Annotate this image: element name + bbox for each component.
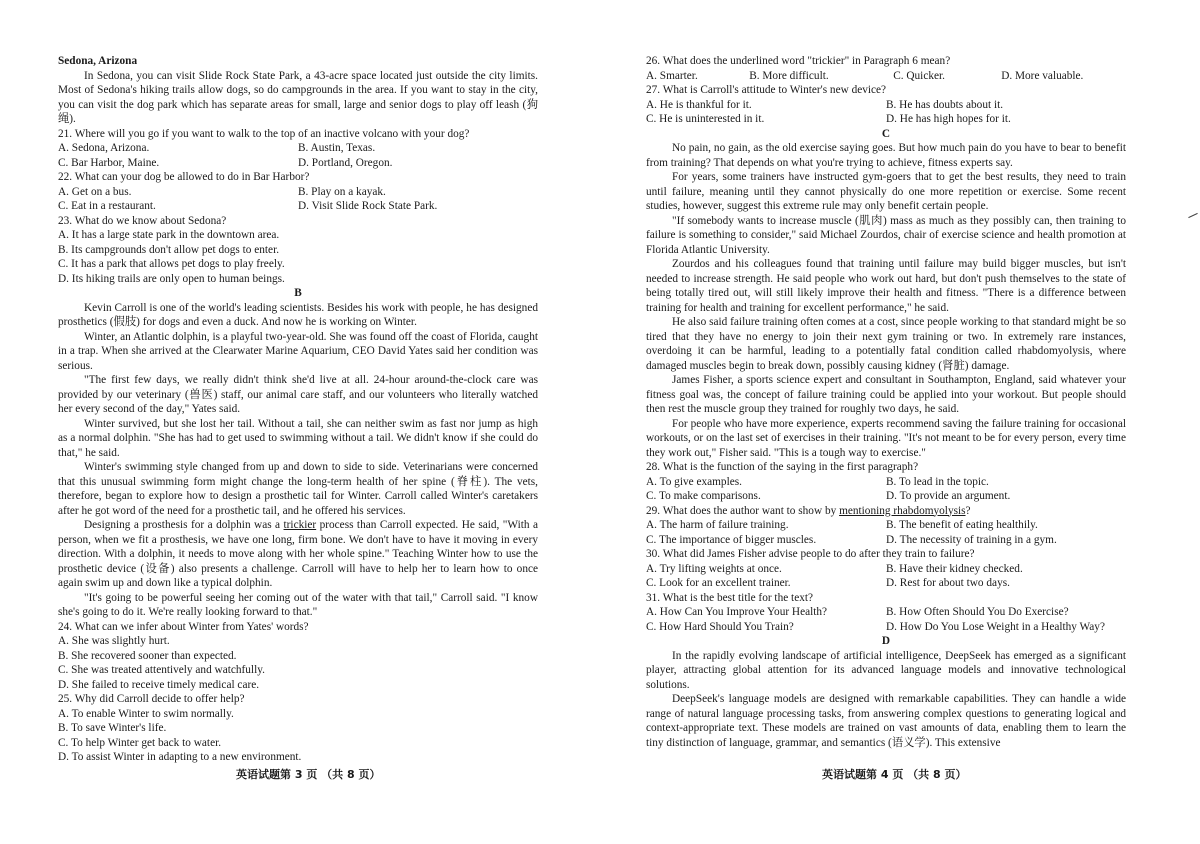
option-21-d: D. Portland, Oregon.	[298, 156, 393, 169]
option-21-a: A. Sedona, Arizona.	[58, 142, 150, 154]
question-25: 25. Why did Carroll decide to offer help?	[58, 693, 245, 705]
question-30: 30. What did James Fisher advise people to do after they train to failure?	[646, 548, 975, 560]
option-27-c: C. He is uninterested in it.	[646, 113, 765, 125]
question-22: 22. What can your dog be allowed to do in Bar Harbor?	[58, 171, 310, 183]
b-paragraph-6-rest: process than Carroll expected. He said, "With a person, when we fit a prosthesis, we have one long, firm bone. We don't have to have it moving in every direction. With a dolphin, it needs to move along with her whole spine." Teaching Winter how to use the prosthetic device (设备) also presents a challenge. Carroll will have to help her to learn how to once again swim up and down like a typical dolphin.	[58, 519, 538, 589]
option-24-c: C. She was treated attentively and watchfully.	[58, 664, 265, 676]
option-28-b: B. To lead in the topic.	[886, 475, 989, 488]
option-28-c: C. To make comparisons.	[646, 490, 761, 502]
option-24-a: A. She was slightly hurt.	[58, 635, 170, 647]
option-29-c: C. The importance of bigger muscles.	[646, 533, 817, 546]
question-21-options	[58, 141, 538, 156]
option-22-d: D. Visit Slide Rock State Park.	[298, 200, 438, 212]
option-26-b: B. More difficult.	[749, 69, 829, 82]
option-25-a: A. To enable Winter to swim normally.	[58, 707, 234, 720]
option-23-a: A. It has a large state park in the downtown area.	[58, 229, 280, 241]
question-27: 27. What is Carroll's attitude to Winter's new device?	[646, 84, 887, 96]
option-23-c: C. It has a park that allows pet dogs to play freely.	[58, 258, 285, 270]
question-28-options-row2	[646, 489, 1126, 504]
option-28-a: A. To give examples.	[646, 475, 742, 488]
c-paragraph-5: He also said failure training often comes at a cost, since people working to that standard might be so tired that they have no energy to join their next gym training or two. In extremely rare instances, overdoing it can be harmful, leading to a potentially fatal condition called rhabdomyolysis, where damaged muscles begin to break down, possibly causing kidney (肾脏) damage.	[646, 316, 1126, 372]
option-30-a: A. Try lifting weights at once.	[646, 562, 782, 575]
option-29-b: B. The benefit of eating healthily.	[886, 519, 1038, 531]
section-d-label: D	[881, 635, 891, 647]
question-29-end: ?	[965, 504, 971, 517]
c-paragraph-1: No pain, no gain, as the old exercise saying goes. But how much pain do you have to bear to benefit from training? That depends on what you're trying to achieve, fitness experts say.	[646, 142, 1126, 169]
option-27-b: B. He has doubts about it.	[886, 98, 1004, 111]
c-paragraph-6: James Fisher, a sports science expert and consultant in Southampton, England, said whatever your fitness goal was, the concept of failure training could be applied into your workout. But people should then rest the muscle group they trained for roughly two days, he said.	[646, 374, 1126, 415]
option-31-b: B. How Often Should You Do Exercise?	[886, 606, 1069, 618]
question-29	[646, 504, 1126, 519]
b-paragraph-6	[58, 518, 538, 591]
c-paragraph-4: Zourdos and his colleagues found that training until failure may build bigger muscles, but isn't needed to increase strength. He said people who work out hard, but don't push themselves to the state of being totally tired out, will still likely improve their health and fitness. "There is a difference between training for health and training for excellent performance," he said.	[646, 258, 1126, 314]
option-23-b: B. Its campgrounds don't allow pet dogs to enter.	[58, 243, 280, 256]
question-27-options	[646, 98, 1126, 113]
c-paragraph-2: For years, some trainers have instructed gym-goers that to get the best results, they need to train until failure, meaning until they cannot physically do one more repetition or exercise. Some recent studies, however, suggest this extreme rule may only benefit certain people.	[646, 171, 1126, 212]
question-29-options	[646, 518, 1126, 533]
option-31-d: D. How Do You Lose Weight in a Healthy Way?	[886, 620, 1105, 633]
section-c-label: C	[881, 127, 891, 140]
question-21-options-row2	[58, 156, 538, 171]
sedona-paragraph: In Sedona, you can visit Slide Rock State Park, a 43-acre space located just outside the city limits. Most of Sedona's hiking trails allow dogs, so do campgrounds in the area. If you want to stay in the city, you can visit the dog park which has separate areas for small, large and senior dogs to play off leash (狗绳).	[58, 69, 538, 125]
sedona-heading: Sedona, Arizona	[58, 55, 138, 67]
question-23: 23. What do we know about Sedona?	[58, 214, 227, 227]
section-b-label: B	[294, 287, 302, 299]
option-30-c: C. Look for an excellent trainer.	[646, 577, 791, 589]
question-26-options	[646, 69, 1126, 84]
option-31-a: A. How Can You Improve Your Health?	[646, 606, 828, 618]
option-30-d: D. Rest for about two days.	[886, 577, 1010, 589]
option-26-a: A. Smarter.	[646, 69, 698, 82]
left-page-footer: 英语试题第 3 页 （共 8 页）	[236, 768, 381, 781]
option-28-d: D. To provide an argument.	[886, 490, 1011, 502]
right-page-footer: 英语试题第 4 页 （共 8 页）	[822, 768, 967, 781]
question-22-options-row2	[58, 199, 538, 214]
option-25-c: C. To help Winter get back to water.	[58, 736, 222, 749]
option-22-b: B. Play on a kayak.	[298, 185, 386, 198]
option-22-a: A. Get on a bus.	[58, 185, 132, 198]
option-25-d: D. To assist Winter in adapting to a new environment.	[58, 751, 302, 763]
option-27-a: A. He is thankful for it.	[646, 98, 752, 111]
question-26: 26. What does the underlined word "trickier" in Paragraph 6 mean?	[646, 55, 951, 67]
question-21: 21. Where will you go if you want to walk to the top of an inactive volcano with your dog?	[58, 127, 470, 140]
b-paragraph-3: "The first few days, we really didn't think she'd live at all. 24-hour around-the-clock care was provided by our veterinary (兽医) staff, our animal care staff, and our volunteers who literally watched her every second of the day," Yates said.	[58, 374, 538, 415]
option-30-b: B. Have their kidney checked.	[886, 562, 1023, 575]
question-30-options-row2	[646, 576, 1126, 591]
underlined-word-trickier: trickier	[283, 519, 317, 531]
d-paragraph-1: In the rapidly evolving landscape of artificial intelligence, DeepSeek has emerged as a significant player, attracting global attention for its advanced language models and innovative technological solutions.	[646, 649, 1126, 691]
option-31-c: C. How Hard Should You Train?	[646, 620, 794, 633]
question-27-options-row2	[646, 112, 1126, 127]
question-28: 28. What is the function of the saying in the first paragraph?	[646, 461, 919, 473]
b-paragraph-2: Winter, an Atlantic dolphin, is a playful two-year-old. She was found off the coast of Florida, caught in a trap. When she arrived at the Clearwater Marine Aquarium, CEO David Yates said her condition was serious.	[58, 330, 538, 372]
question-24: 24. What can we infer about Winter from Yates' words?	[58, 620, 309, 633]
option-29-d: D. The necessity of training in a gym.	[886, 533, 1057, 546]
option-21-b: B. Austin, Texas.	[298, 142, 376, 154]
c-paragraph-7: For people who have more experience, experts recommend saving the failure training for occasional workouts, or on the last set of exercises in their training. "It's not meant to be for every person, every time they work out," Fisher said. "This is a tough way to exercise."	[646, 417, 1126, 459]
question-29-start: 29. What does the author want to show by	[646, 504, 840, 517]
margin-pen-mark	[1188, 213, 1197, 218]
b-paragraph-7: "It's going to be powerful seeing her coming out of the water with that tail," Carroll said. "I know she's going to do it. We're really looking forward to that."	[58, 591, 538, 618]
question-31-options-row2	[646, 620, 1126, 635]
question-31-options	[646, 605, 1126, 620]
question-22-options	[58, 185, 538, 200]
b-paragraph-5: Winter's swimming style changed from up and down to side to side. Veterinarians were concerned that this unusual swimming form might change the long-term health of her spine (脊柱). The vets, therefore, began to explore how to design a prosthetic tail for Winter. Carroll called Winter's caretakers after he got word of the need for a prosthetic tail, and he offered his services.	[58, 461, 538, 517]
left-page-column	[58, 54, 538, 765]
option-29-a: A. The harm of failure training.	[646, 519, 789, 531]
underlined-phrase-rhabdomyolysis: mentioning rhabdomyolysis	[839, 504, 966, 517]
option-27-d: D. He has high hopes for it.	[886, 113, 1011, 125]
option-23-d: D. Its hiking trails are only open to human beings.	[58, 272, 285, 285]
question-31: 31. What is the best title for the text?	[646, 591, 814, 604]
option-21-c: C. Bar Harbor, Maine.	[58, 156, 160, 169]
option-25-b: B. To save Winter's life.	[58, 722, 167, 734]
option-26-c: C. Quicker.	[893, 69, 945, 82]
right-page-column	[646, 54, 1126, 750]
c-paragraph-3: "If somebody wants to increase muscle (肌肉) mass as much as they possibly can, then training to failure is something to consider," said Michael Zourdos, chair of exercise science and health promotion at Florida Atlantic University.	[646, 214, 1126, 256]
b-paragraph-6-start: Designing a prosthesis for a dolphin was a	[84, 519, 284, 531]
b-paragraph-4: Winter survived, but she lost her tail. Without a tail, she can neither swim as fast nor jump as high as a normal dolphin. "She has had to get used to swimming without a tail. We didn't know if she could do that," he said.	[58, 417, 538, 459]
option-22-c: C. Eat in a restaurant.	[58, 200, 156, 212]
question-30-options	[646, 562, 1126, 577]
option-26-d: D. More valuable.	[1001, 69, 1084, 82]
b-paragraph-1: Kevin Carroll is one of the world's leading scientists. Besides his work with people, he has designed prosthetics (假肢) for dogs and even a duck. And now he is working on Winter.	[58, 301, 538, 328]
question-28-options	[646, 475, 1126, 490]
d-paragraph-2: DeepSeek's language models are designed with remarkable capabilities. They can handle a wide range of natural language processing tasks, from answering complex questions to generating logical and context-appropriate text. These models are trained on vast amounts of data, enabling them to learn the tiny distinction of language, grammar, and semantics (语义学). This extensive	[646, 693, 1126, 749]
option-24-d: D. She failed to receive timely medical care.	[58, 678, 260, 691]
option-24-b: B. She recovered sooner than expected.	[58, 649, 237, 662]
question-29-options-row2	[646, 533, 1126, 548]
